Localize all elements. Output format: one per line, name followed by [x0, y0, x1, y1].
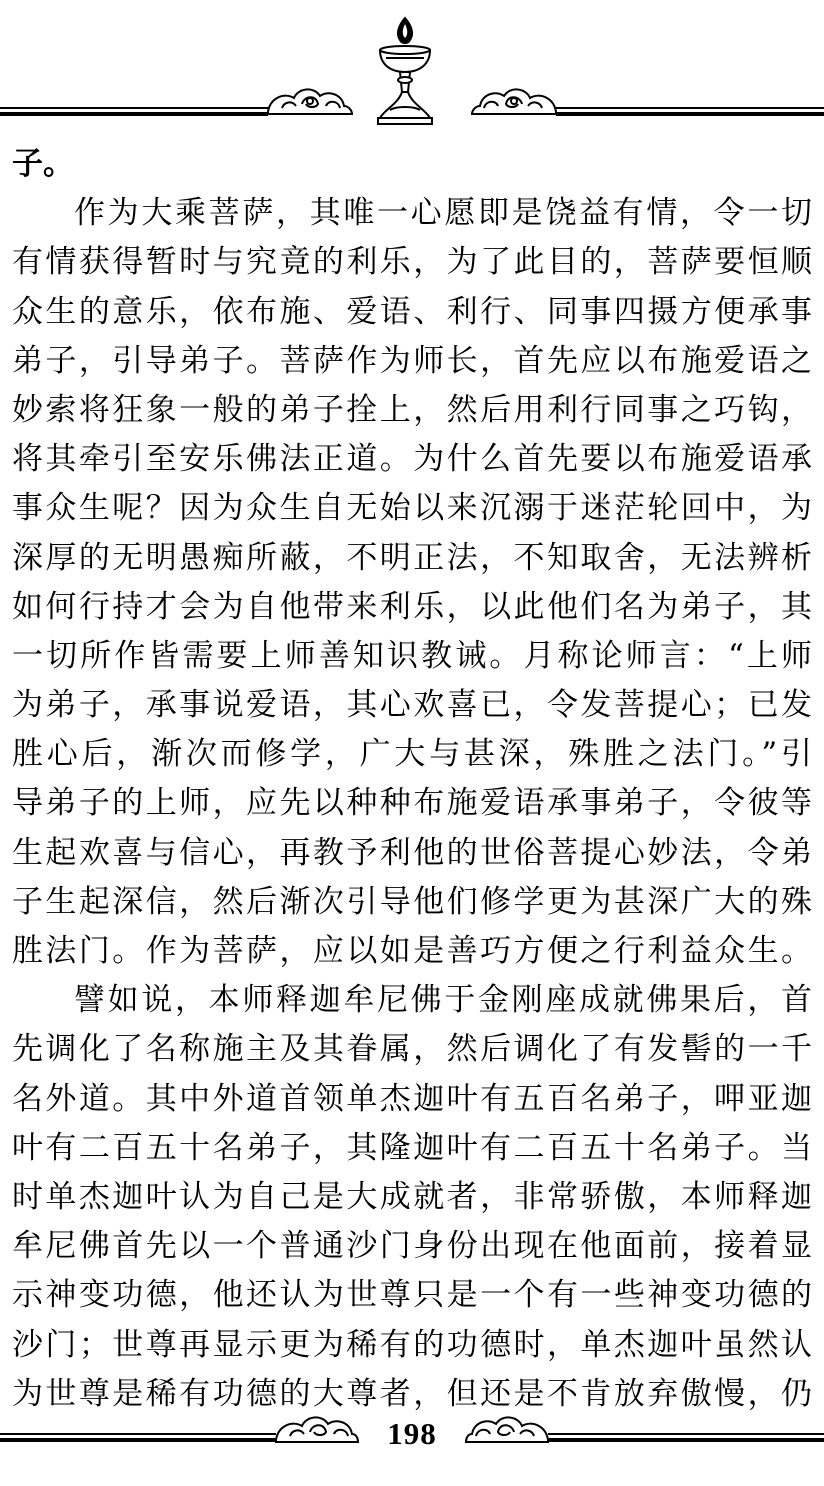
text-line: 胜法门。作为菩萨，应以如是善巧方便之行利益众生。 [12, 933, 812, 969]
text-line: 妙索将狂象一般的弟子拴上，然后用利行同事之巧钩， [12, 391, 812, 428]
text-line: 名外道。其中外道首领单杰迦叶有五百名弟子，呷亚迦 [12, 1080, 812, 1117]
body-text [12, 140, 812, 1419]
text-line: 胜心后，渐次而修学，广大与甚深，殊胜之法门。”引 [12, 736, 812, 773]
header-ornament [0, 0, 824, 135]
footer-rule-right [548, 1434, 824, 1440]
text-line: 为弟子，承事说爱语，其心欢喜已，令发菩提心；已发 [12, 687, 812, 724]
text-line: 子。 [12, 146, 74, 182]
butter-lamp-icon [374, 4, 434, 128]
cloud-scroll-icon [268, 89, 352, 114]
text-line: 导弟子的上师，应先以种种布施爱语承事弟子，令彼等 [12, 785, 812, 822]
cloud-scroll-icon [466, 1417, 548, 1442]
footer-rule-left [0, 1434, 276, 1440]
text-line: 叶有二百五十名弟子，其隆迦叶有二百五十名弟子。当 [12, 1129, 812, 1166]
text-line: 深厚的无明愚痴所蔽，不明正法，不知取舍，无法辨析 [12, 539, 812, 576]
text-line: 弟子，引导弟子。菩萨作为师长，首先应以布施爱语之 [12, 342, 812, 379]
cloud-scroll-icon [472, 89, 556, 114]
text-line: 有情获得暂时与究竟的利乐，为了此目的，菩萨要恒顺 [12, 244, 812, 281]
header-rule-left [0, 108, 268, 114]
header-rule-right [556, 108, 824, 114]
text-line: 如何行持才会为自他带来利乐，以此他们名为弟子，其 [12, 588, 812, 625]
text-line: 将其牵引至安乐佛法正道。为什么首先要以布施爱语承 [12, 441, 812, 478]
text-line: 子生起深信，然后渐次引导他们修学更为甚深广大的殊 [12, 883, 812, 920]
text-line: 沙门；世尊再显示更为稀有的功德时，单杰迦叶虽然认 [12, 1326, 812, 1363]
text-line: 先调化了名称施主及其眷属，然后调化了有发髻的一千 [12, 1031, 812, 1068]
cloud-scroll-icon [276, 1417, 358, 1442]
page-number: 198 [387, 1416, 437, 1451]
text-line: 时单杰迦叶认为自己是大成就者，非常骄傲，本师释迦 [12, 1178, 812, 1215]
text-line: 牟尼佛首先以一个普通沙门身份出现在他面前，接着显 [12, 1228, 812, 1265]
text-line: 生起欢喜与信心，再教予利他的世俗菩提心妙法，令弟 [12, 834, 812, 871]
text-line: 作为大乘菩萨，其唯一心愿即是饶益有情，令一切 [74, 195, 812, 232]
text-line: 众生的意乐，依布施、爱语、利行、同事四摄方便承事 [12, 293, 812, 330]
text-line: 一切所作皆需要上师善知识教诫。月称论师言：“上师 [12, 637, 812, 674]
text-line: 譬如说，本师释迦牟尼佛于金刚座成就佛果后，首 [74, 982, 812, 1019]
text-line: 事众生呢？因为众生自无始以来沉溺于迷茫轮回中，为 [12, 490, 812, 527]
text-line: 示神变功德，他还认为世尊只是一个有一些神变功德的 [12, 1277, 812, 1314]
text-line: 为世尊是稀有功德的大尊者，但还是不肯放弃傲慢，仍 [12, 1375, 812, 1412]
